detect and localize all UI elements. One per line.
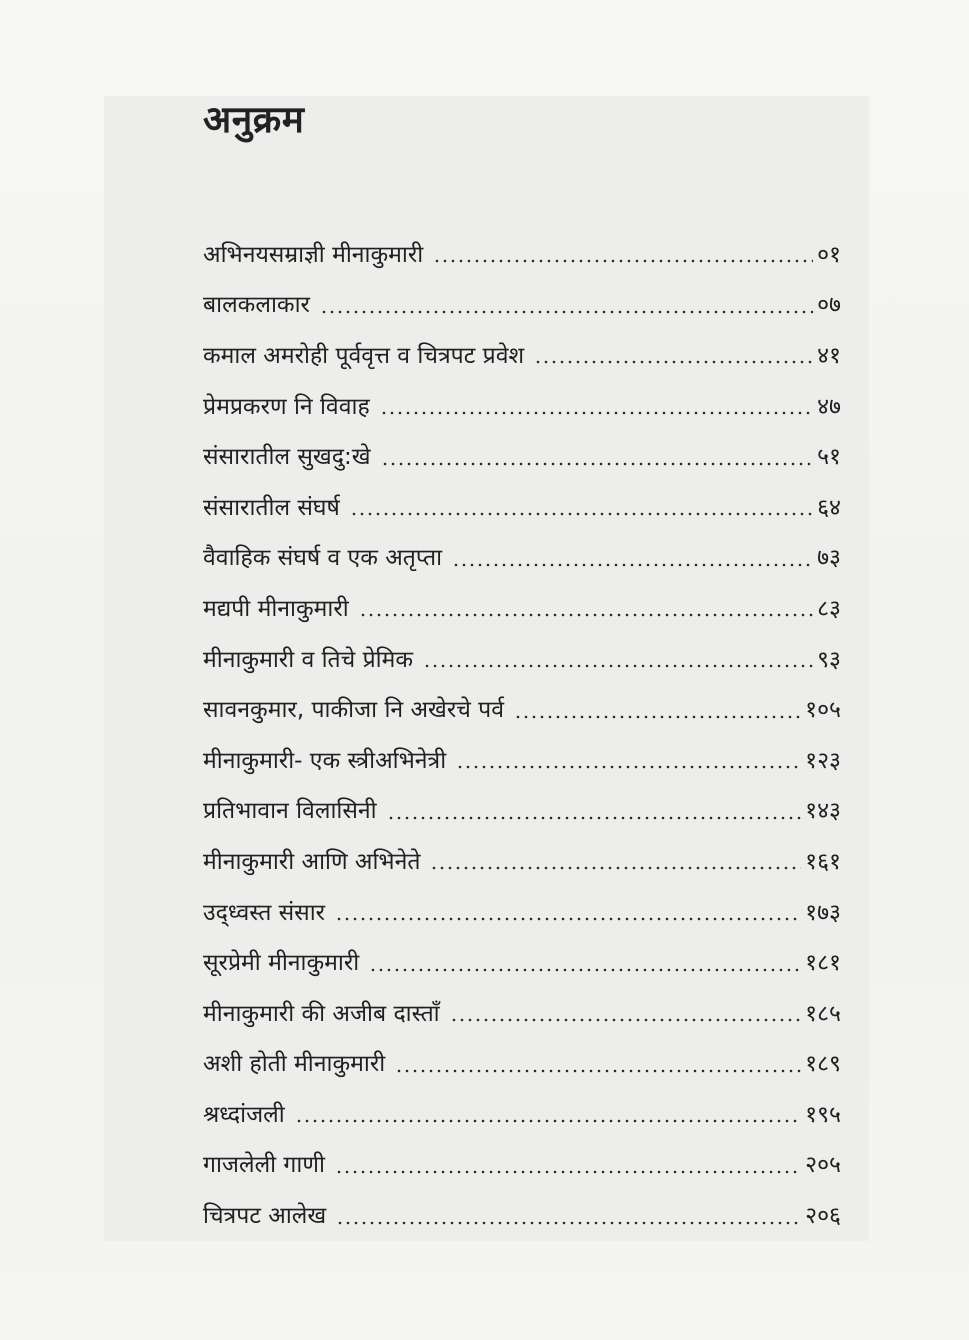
dot-leader	[380, 411, 813, 415]
toc-entry-title: बालकलाकार	[203, 292, 310, 319]
toc-entry-title: संसारातील सुखदु:खे	[203, 444, 371, 471]
toc-entry	[203, 989, 841, 1040]
toc-entry	[203, 938, 841, 989]
toc-entry-title: मीनाकुमारी की अजीब दास्ताँ	[203, 1000, 440, 1027]
toc-entry-page: २०६	[805, 1203, 841, 1230]
toc-entry	[203, 685, 841, 736]
toc-entry-page: ९३	[817, 646, 841, 673]
toc-entry	[203, 382, 841, 433]
dot-leader	[320, 310, 813, 314]
toc-entry	[203, 584, 841, 635]
toc-entry-page: ४७	[817, 393, 841, 420]
toc-entry-title: प्रेमप्रकरण नि विवाह	[203, 393, 370, 420]
dot-leader	[369, 968, 801, 972]
dot-leader	[295, 1119, 801, 1123]
page-title: अनुक्रम	[203, 98, 305, 141]
toc-entry-page: ०७	[817, 292, 841, 319]
dot-leader	[395, 1069, 801, 1073]
toc-entry-page: १२३	[805, 747, 841, 774]
toc-entry	[203, 635, 841, 686]
dot-leader	[514, 715, 801, 719]
toc-entry-title: श्रध्दांजली	[203, 1101, 285, 1128]
toc-entry	[203, 736, 841, 787]
dot-leader	[534, 360, 813, 364]
toc-entry-page: २०५	[805, 1152, 841, 1179]
toc-entry	[203, 787, 841, 838]
toc-entry	[203, 432, 841, 483]
dot-leader	[430, 866, 801, 870]
toc-entry-title: सूरप्रेमी मीनाकुमारी	[203, 950, 360, 977]
toc-entry-page: १८१	[805, 950, 841, 977]
dot-leader	[433, 259, 813, 263]
toc-entry-title: कमाल अमरोही पूर्ववृत्त व चित्रपट प्रवेश	[203, 342, 525, 369]
table-of-contents	[203, 230, 841, 1242]
dot-leader	[359, 613, 813, 617]
toc-entry-page: १४३	[805, 798, 841, 825]
toc-entry	[203, 1040, 841, 1091]
toc-entry-page: १८९	[805, 1051, 841, 1078]
toc-entry-page: ८३	[817, 595, 841, 622]
toc-entry-page: ४१	[817, 342, 841, 369]
toc-entry-title: अभिनयसम्राज्ञी मीनाकुमारी	[203, 241, 424, 268]
toc-entry-title: मद्यपी मीनाकुमारी	[203, 595, 349, 622]
dot-leader	[450, 1018, 801, 1022]
toc-entry	[203, 1141, 841, 1192]
toc-entry-page: १६१	[805, 848, 841, 875]
toc-entry	[203, 230, 841, 281]
toc-entry-title: मीनाकुमारी आणि अभिनेते	[203, 848, 421, 875]
toc-entry	[203, 837, 841, 888]
toc-entry-title: मीनाकुमारी व तिचे प्रेमिक	[203, 646, 414, 673]
toc-entry-title: मीनाकुमारी- एक स्त्रीअभिनेत्री	[203, 747, 447, 774]
toc-entry-page: ६४	[817, 494, 841, 521]
toc-entry-page: १७३	[805, 899, 841, 926]
toc-entry-title: प्रतिभावान विलासिनी	[203, 798, 377, 825]
toc-entry-title: सावनकुमार, पाकीजा नि अखेरचे पर्व	[203, 697, 505, 724]
toc-entry-title: संसारातील संघर्ष	[203, 494, 340, 521]
toc-entry-title: चित्रपट आलेख	[203, 1203, 327, 1230]
toc-entry	[203, 1090, 841, 1141]
toc-entry	[203, 1191, 841, 1242]
toc-entry-page: १९५	[805, 1101, 841, 1128]
dot-leader	[350, 512, 813, 516]
dot-leader	[387, 816, 801, 820]
toc-entry	[203, 888, 841, 939]
dot-leader	[335, 917, 801, 921]
dot-leader	[335, 1170, 801, 1174]
toc-entry	[203, 331, 841, 382]
toc-entry-page: ५१	[817, 444, 841, 471]
dot-leader	[423, 664, 813, 668]
toc-entry-page: ७३	[817, 545, 841, 572]
toc-entry-title: वैवाहिक संघर्ष व एक अतृप्ता	[203, 545, 443, 572]
dot-leader	[336, 1221, 801, 1225]
toc-entry	[203, 483, 841, 534]
dot-leader	[452, 563, 813, 567]
toc-entry-page: १०५	[805, 697, 841, 724]
toc-entry	[203, 281, 841, 332]
toc-entry-page: १८५	[805, 1000, 841, 1027]
dot-leader	[381, 462, 814, 466]
dot-leader	[456, 765, 801, 769]
toc-entry-page: ०१	[817, 241, 841, 268]
toc-entry-title: अशी होती मीनाकुमारी	[203, 1051, 386, 1078]
toc-entry-title: उद्ध्वस्त संसार	[203, 899, 326, 926]
toc-entry	[203, 534, 841, 585]
toc-entry-title: गाजलेली गाणी	[203, 1152, 325, 1179]
